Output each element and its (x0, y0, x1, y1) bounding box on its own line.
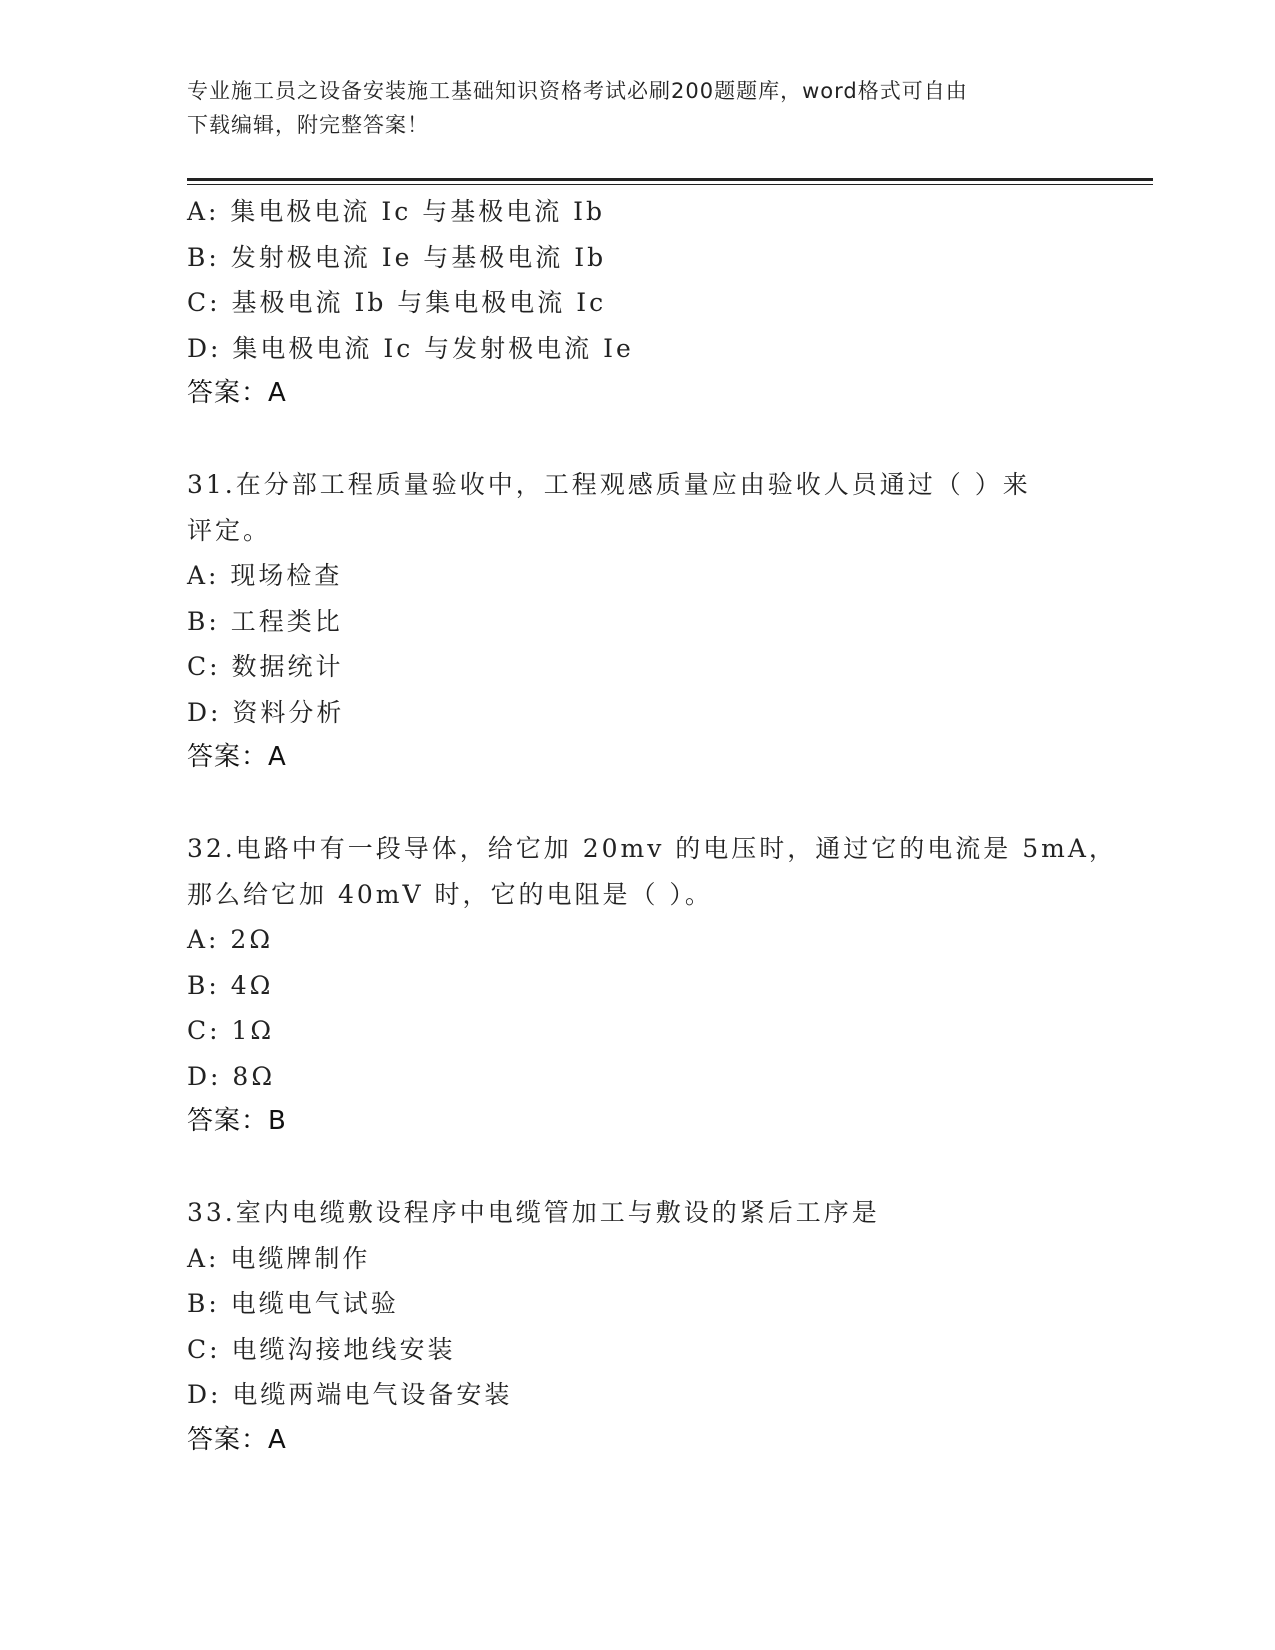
option-a: A: 现场检查 (187, 561, 343, 590)
option-b: B: 4Ω (187, 970, 274, 1000)
question-stem-line: 33.室内电缆敷设程序中电缆管加工与敷设的紧后工序是 (187, 1198, 880, 1227)
answer-line: 答案：A (187, 742, 287, 772)
question-stem-line: 那么给它加 40mV 时，它的电阻是（ ）。 (187, 879, 713, 909)
answer-line: 答案：A (187, 1424, 287, 1455)
question-list (187, 189, 1117, 1463)
option-b: B: 发射极电流 Ie 与基极电流 Ib (187, 242, 607, 272)
option-a: A: 2Ω (187, 925, 274, 954)
option-d: D: 8Ω (187, 1061, 276, 1091)
header-rule-thick (187, 178, 1153, 181)
question-block-31 (187, 462, 1087, 781)
question-stem-line: 31.在分部工程质量验收中，工程观感质量应由验收人员通过（ ）来 (187, 470, 1031, 499)
question-block-prev (187, 189, 1087, 417)
question-stem-line: 评定。 (187, 515, 272, 545)
option-d: D: 集电极电流 Ic 与发射极电流 Ie (187, 333, 634, 363)
option-c: C: 1Ω (187, 1016, 275, 1045)
answer-line: 答案：B (187, 1106, 287, 1136)
spacer (187, 1145, 1087, 1191)
option-c: C: 数据统计 (187, 652, 344, 681)
header-line-1: 专业施工员之设备安装施工基础知识资格考试必刷200题题库，word格式可自由 (187, 79, 968, 103)
option-c: C: 电缆沟接地线安装 (187, 1334, 456, 1364)
header-rule-thin (187, 184, 1153, 185)
question-block-32 (187, 826, 1117, 1145)
option-d: D: 电缆两端电气设备安装 (187, 1380, 513, 1409)
document-header (187, 74, 1087, 142)
option-a: A: 集电极电流 Ic 与基极电流 Ib (187, 197, 606, 226)
header-line-2: 下载编辑，附完整答案！ (187, 113, 429, 137)
option-c: C: 基极电流 Ib 与集电极电流 Ic (187, 288, 607, 317)
option-a: A: 电缆牌制作 (187, 1243, 371, 1273)
question-stem-line: 32.电路中有一段导体，给它加 20mv 的电压时，通过它的电流是 5mA， (187, 834, 1117, 863)
option-d: D: 资料分析 (187, 697, 345, 727)
question-block-33 (187, 1190, 1087, 1463)
spacer (187, 781, 1087, 827)
spacer (187, 417, 1087, 463)
answer-line: 答案：A (187, 378, 287, 408)
option-b: B: 工程类比 (187, 606, 343, 636)
option-b: B: 电缆电气试验 (187, 1289, 399, 1318)
